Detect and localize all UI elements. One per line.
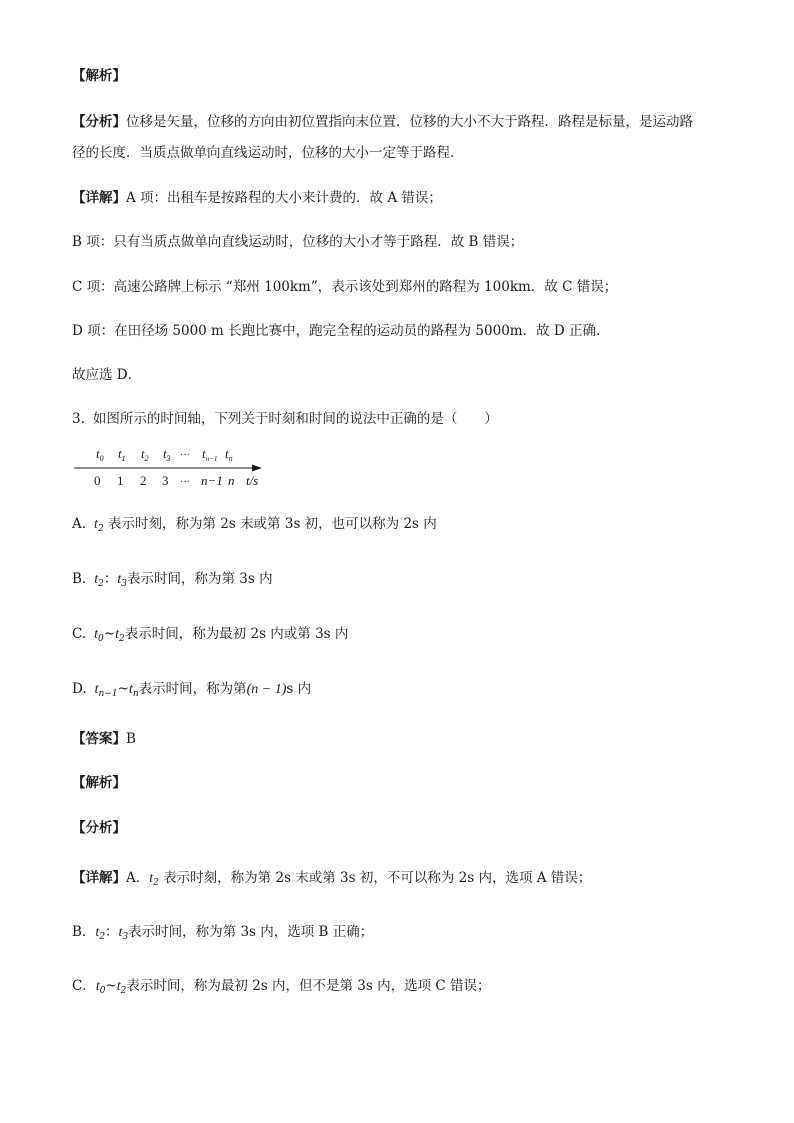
xiangjie-tag-2: 【详解】: [72, 870, 126, 886]
tick-label-tn-1: $t_{n-1}$: [202, 446, 218, 463]
answer-line: [72, 729, 136, 749]
option-d: D. $t_{n-1}\sim t_n$表示时间，称为第(n − 1)s 内: [72, 681, 312, 699]
timeline-figure: [72, 446, 272, 492]
axis-unit-label: t/s: [246, 473, 259, 488]
conclusion-text: 故应选 D．: [72, 367, 142, 383]
answer-tag: 【答案】: [72, 731, 126, 747]
fenxi-line-1: [72, 112, 693, 132]
detail-d-text: D 项：在田径场 5000 m 长跑比赛中，跑完全程的运动员的路程为 5000m．故 D 正确．: [72, 323, 610, 339]
fenxi-tag-2: 【分析】: [72, 820, 126, 836]
fenxi-text-1: 位移是矢量，位移的方向由初位置指向末位置．位移的大小不大于路程．路程是标量，是运动路: [126, 114, 693, 130]
axis-number-2: 2: [140, 473, 147, 488]
q3-detail-a: 【详解】A．$t_2$ 表示时刻，称为第 2s 末或第 3s 初，不可以称为 2s 内，选项 A 错误；: [72, 870, 592, 888]
jiexi-heading-1: [72, 66, 126, 86]
jiexi-tag: 【解析】: [72, 68, 126, 84]
fenxi-line-2: [72, 143, 464, 163]
axis-ellipsis-bottom: ···: [180, 477, 190, 488]
q3-detail-c: C．$t_0\sim t_2$表示时间，称为最初 2s 内，但不是第 3s 内，选项 C 错误；: [72, 978, 491, 996]
fenxi-text-2: 径的长度．当质点做单向直线运动时，位移的大小一定等于路程．: [72, 145, 464, 161]
option-a: A. $t_2$ 表示时刻，称为第 2s 末或第 3s 初，也可以称为 2s 内: [72, 516, 437, 534]
tick-label-t0: $t_0$: [96, 446, 104, 463]
detail-b-line: [72, 232, 523, 252]
detail-a-line: [72, 188, 442, 208]
tick-label-ellipsis-top: ···: [180, 450, 190, 461]
tick-label-t1: $t_1$: [118, 446, 126, 463]
conclusion-line: [72, 365, 141, 385]
axis-number-1: 1: [117, 473, 124, 488]
detail-a-text: A 项：出租车是按路程的大小来计费的．故 A 错误；: [126, 190, 442, 206]
tick-label-t2: $t_2$: [141, 446, 149, 463]
option-b: B. $t_2$：$t_3$表示时间，称为第 3s 内: [72, 571, 273, 589]
option-c: C. $t_0\sim t_2$表示时间，称为最初 2s 内或第 3s 内: [72, 626, 349, 644]
jiexi-tag-2: 【解析】: [72, 775, 126, 791]
tick-label-tn: $t_n$: [225, 446, 233, 463]
detail-d-line: [72, 321, 610, 341]
fenxi-tag: 【分析】: [72, 114, 126, 130]
question-stem-text: 如图所示的时间轴，下列关于时刻和时间的说法中正确的是（ ）: [92, 411, 498, 427]
xiangjie-tag: 【详解】: [72, 190, 126, 206]
fenxi-heading-2: [72, 818, 126, 838]
detail-c-line: [72, 277, 617, 297]
axis-arrow-icon: [252, 465, 262, 472]
q3-detail-b: B．$t_2$：$t_3$表示时间，称为第 3s 内，选项 B 正确；: [72, 924, 374, 942]
axis-number-0: 0: [94, 473, 101, 488]
axis-number-n-1: n−1: [201, 473, 223, 488]
answer-value: B: [126, 731, 136, 747]
tick-label-t3: $t_3$: [163, 446, 171, 463]
axis-number-3: 3: [162, 473, 169, 488]
jiexi-heading-2: [72, 773, 126, 793]
axis-number-n: n: [228, 473, 235, 488]
detail-b-text: B 项：只有当质点做单向直线运动时，位移的大小才等于路程．故 B 错误；: [72, 234, 524, 250]
question-3-stem: [72, 409, 498, 429]
detail-c-text: C 项：高速公路牌上标示 “郑州 100km”，表示该处到郑州的路程为 100km．故 C 错误；: [72, 279, 618, 295]
question-number: 3.: [72, 411, 85, 427]
